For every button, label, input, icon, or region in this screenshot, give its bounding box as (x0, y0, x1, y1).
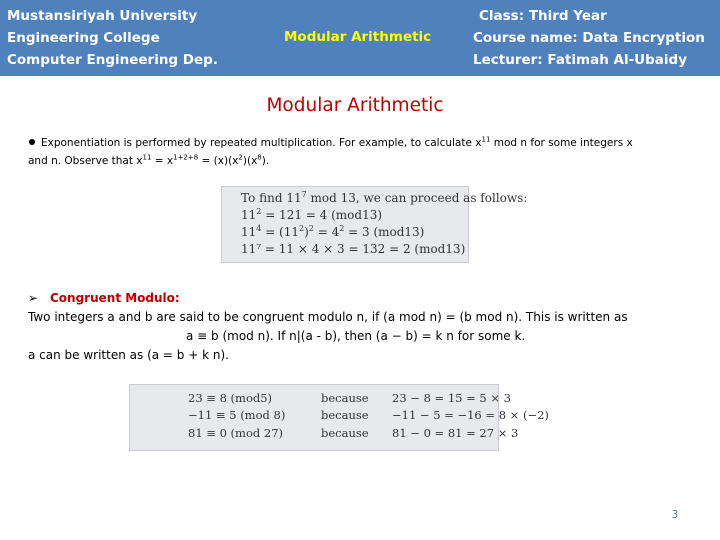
congruent-definition: Two integers a and b are said to be congruent modulo n, if (a mod n) = (b mod n). This is written as (28, 310, 628, 324)
course-info (473, 5, 705, 71)
exp-text-2a: and n. Observe that x (28, 155, 143, 167)
modular-exponent-example-box (221, 186, 528, 263)
example-intro: To find $11^7$ mod 13, we can proceed as follows: (241, 190, 528, 205)
header-bar (0, 0, 720, 76)
department-name: Computer Engineering Dep. (7, 52, 218, 68)
example-step-1: $11^2 = 121 = 4$ (mod13) (241, 207, 383, 222)
exp-text-2b: = x (151, 155, 174, 167)
congruent-notation: a ≡ b (mod n). If n|(a - b), then (a − b) = k n for some k. (186, 329, 526, 343)
header-topic: Modular Arithmetic (284, 29, 432, 45)
university-name: Mustansiriyah University (7, 8, 198, 24)
exponentiation-paragraph (28, 134, 693, 170)
exp-text-2e: ). (261, 155, 270, 167)
exp-sup-2c: 2 (238, 153, 243, 162)
congruent-heading: Congruent Modulo: (50, 291, 180, 305)
class-label: Class: Third Year (479, 8, 607, 24)
exp-sup-2b: 1+2+8 (173, 153, 199, 162)
exp-sup-1: 11 (481, 135, 491, 144)
congruence-examples-box (129, 384, 549, 451)
exp-sup-2d: 8 (257, 153, 262, 162)
congruent-form: a can be written as (a = b + k n). (28, 348, 229, 362)
course-name: Course name: Data Encryption (473, 30, 705, 46)
exp-sup-2a: 11 (142, 153, 152, 162)
page-title: Modular Arithmetic (266, 95, 444, 116)
exp-text-1a: Exponentiation is performed by repeated multiplication. For example, to calculate x (41, 137, 482, 149)
example-step-3: 11⁷ = 11 × 4 × 3 = 132 = 2 (mod13) (241, 242, 466, 256)
university-info (7, 5, 218, 71)
college-name: Engineering College (7, 30, 160, 46)
page-number: 3 (671, 509, 679, 521)
congruence-example-row: 81 ≡ 0 (mod 27) because 81 − 0 = 81 = 27 × 3 (188, 426, 519, 440)
exp-text-2c: = (x)(x (198, 155, 239, 167)
arrow-bullet-icon: ➢ (28, 291, 39, 305)
congruence-example-row: 23 ≡ 8 (mod5) because 23 − 8 = 15 = 5 × 3 (188, 391, 512, 405)
congruent-heading-line (28, 289, 718, 308)
lecturer-name: Lecturer: Fatimah Al-Ubaidy (473, 52, 688, 68)
bullet-icon (29, 139, 35, 145)
exp-text-2d: )(x (242, 155, 258, 167)
example-step-2: $11^4 = (11^2)^2 = 4^2 = 3$ (mod13) (241, 224, 425, 239)
congruence-example-row: −11 ≡ 5 (mod 8) because −11 − 5 = −16 = 8 × (−2) (188, 408, 549, 422)
congruent-modulo-section (28, 289, 718, 365)
exp-text-1b: mod n for some integers x (490, 137, 633, 149)
